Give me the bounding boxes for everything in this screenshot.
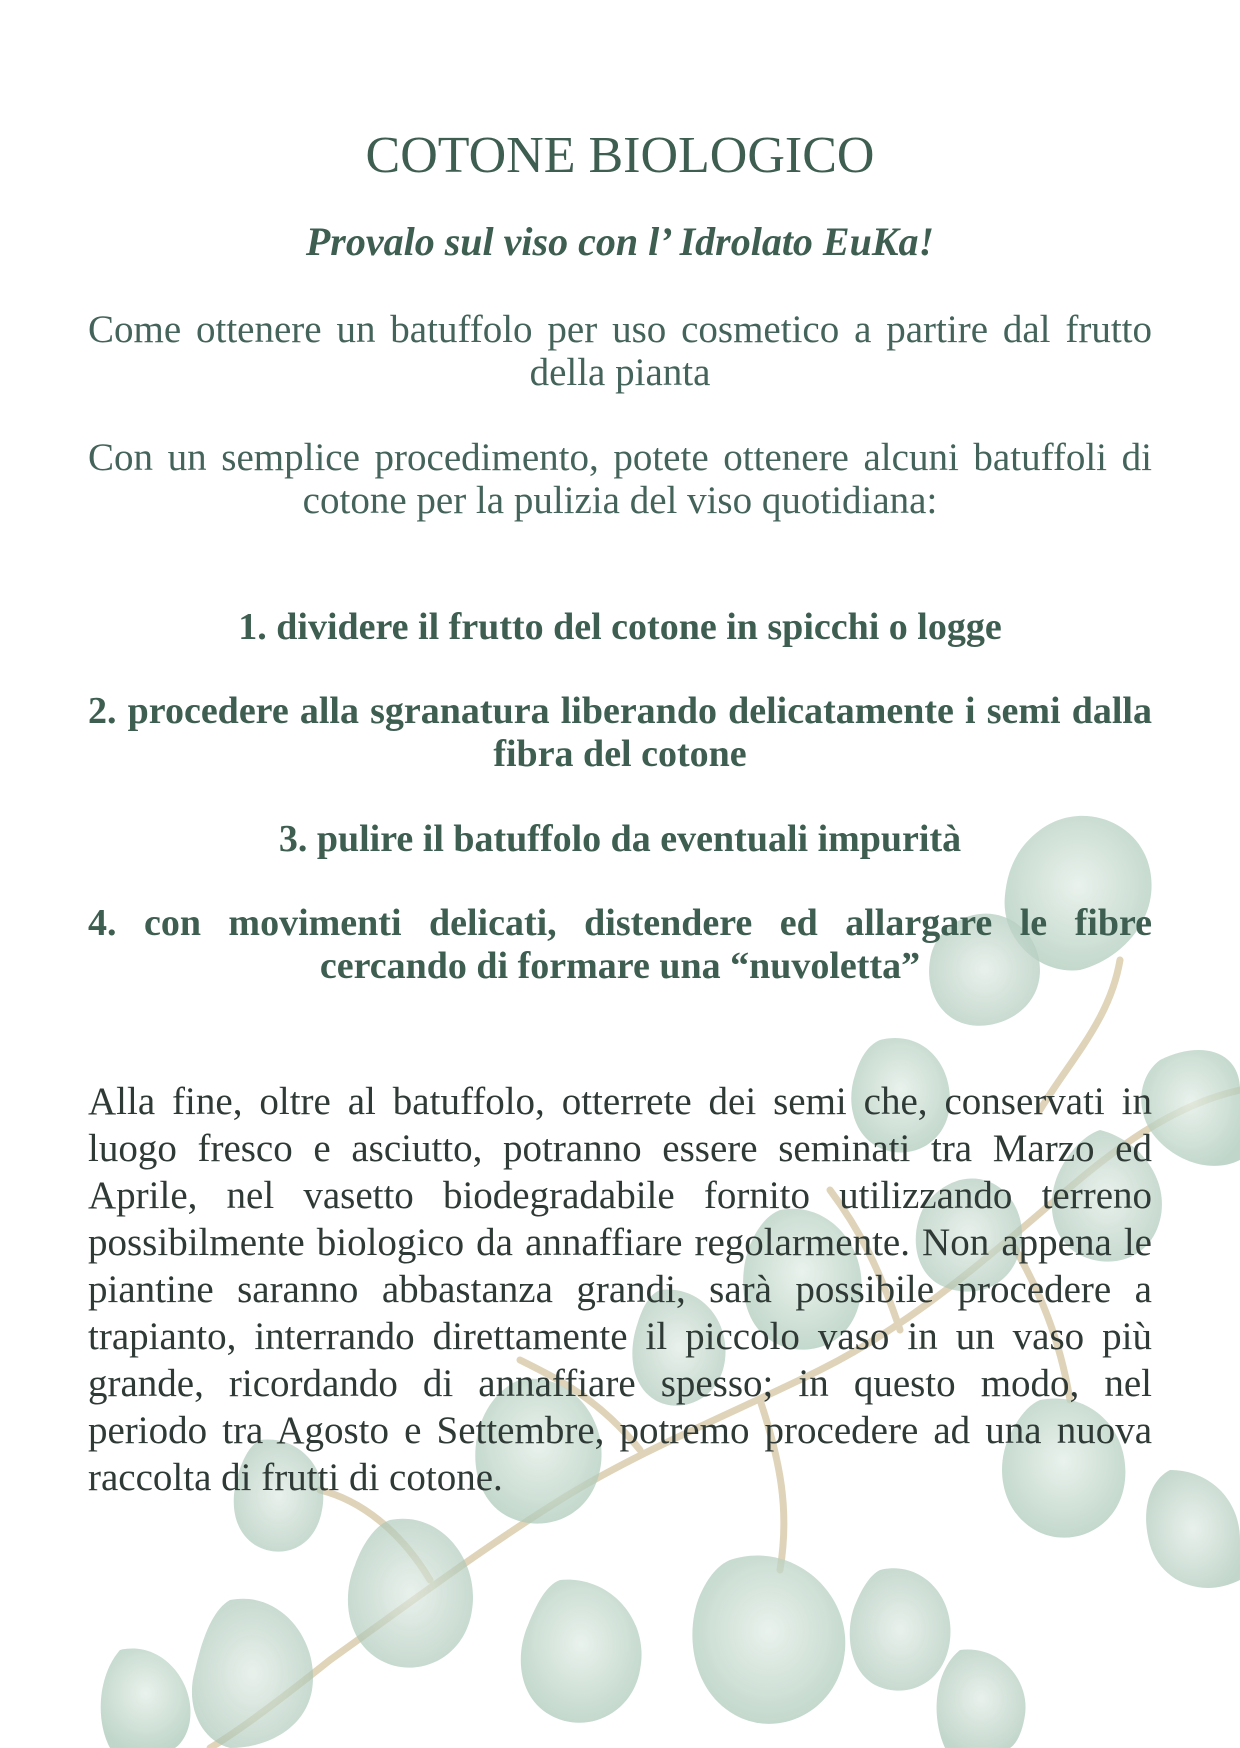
step-item: 3. pulire il batuffolo da eventuali impurità — [278, 818, 962, 860]
step-item: 2. procedere alla sgranatura liberando delicatamente i semi dalla fibra del cotone — [88, 690, 1152, 775]
subtitle: Provalo sul viso con l’ Idrolato EuKa! — [305, 219, 935, 264]
intro-paragraph: Come ottenere un batuffolo per uso cosmetico a partire dal frutto della pianta — [88, 308, 1152, 394]
step-item: 4. con movimenti delicati, distendere ed allargare le fibre cercando di formare una “nuvoletta” — [88, 902, 1152, 987]
step-item: 1. dividere il frutto del cotone in spicchi o logge — [238, 606, 1002, 648]
page-title: COTONE BIOLOGICO — [365, 127, 875, 184]
closing-paragraph: Alla fine, oltre al batuffolo, otterrete dei semi che, conservati in luogo fresco e asciutto, potranno essere seminati tra Marzo ed Aprile, nel vasetto biodegradabile fornito utilizzando terreno possibilmente biologico da annaffiare regolarmente. Non appena le piantine saranno abbastanza grandi, sarà possibile procedere a trapianto, interrando direttamente il piccolo vaso in un vaso più grande, ricordando di annaffiare spesso; in questo modo, nel periodo tra Agosto e Settembre, potremo procedere ad una nuova raccolta di frutti di cotone. — [88, 1080, 1152, 1499]
method-intro-paragraph: Con un semplice procedimento, potete ottenere alcuni batuffoli di cotone per la pulizia del viso quotidiana: — [88, 436, 1152, 522]
